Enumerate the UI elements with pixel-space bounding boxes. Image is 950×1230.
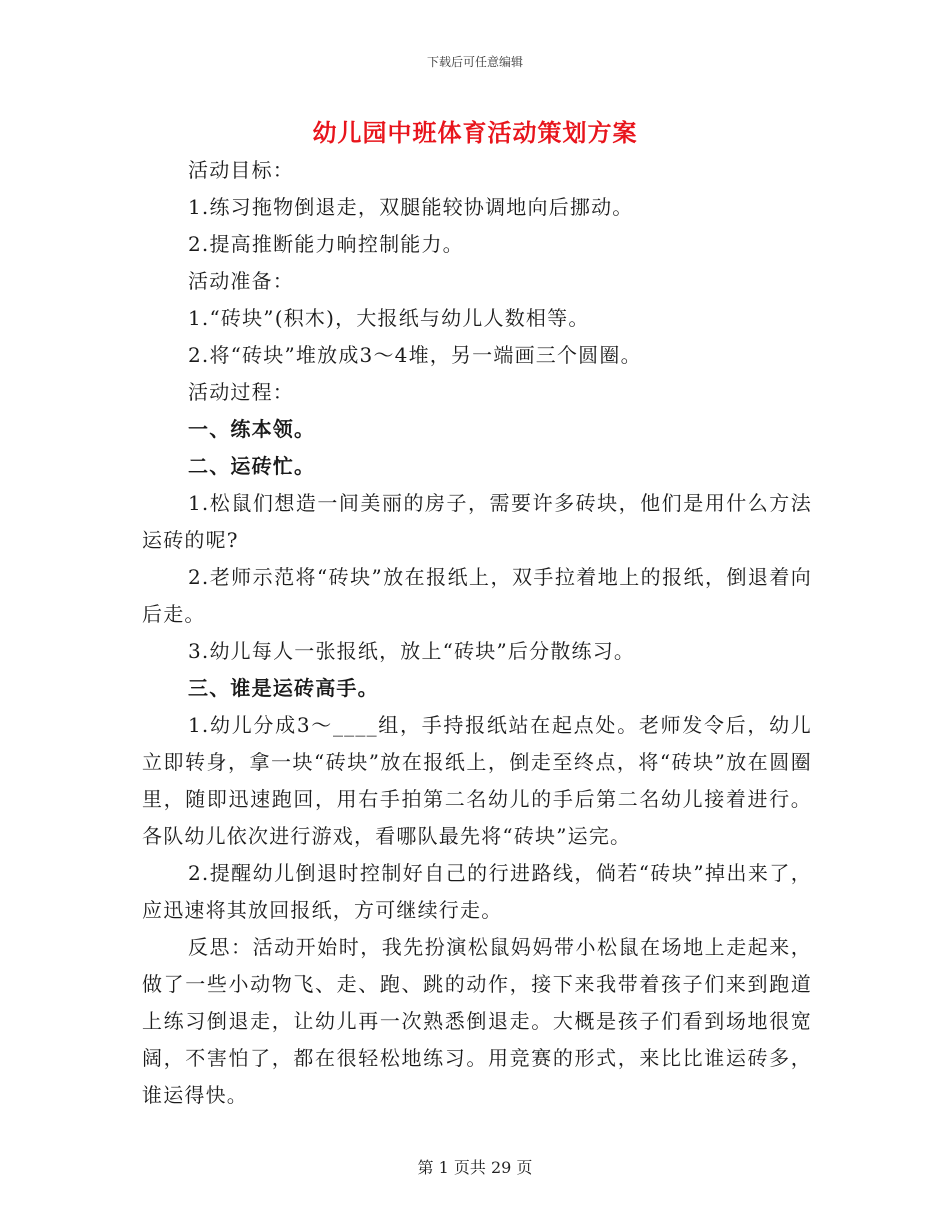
paragraph: 2.提醒幼儿倒退时控制好自己的行进路线，倘若“砖块”掉出来了，应迅速将其放回报纸，方可继续行走。 [142, 861, 812, 922]
paragraph: 活动过程： [188, 380, 294, 404]
page-number: 第 1 页共 29 页 [417, 1158, 533, 1177]
paragraph: 2.将“砖块”堆放成3～4堆，另一端画三个圆圈。 [188, 343, 642, 367]
paragraph: 1.“砖块”(积木)，大报纸与幼儿人数相等。 [188, 306, 590, 330]
paragraph: 反思：活动开始时，我先扮演松鼠妈妈带小松鼠在场地上走起来，做了一些小动物飞、走、跑、跳的动作，接下来我带着孩子们来到跑道上练习倒退走，让幼儿再一次熟悉倒退走。大概是孩子们看到场地很宽阔，不害怕了，都在很轻松地练习。用竞赛的形式，来比比谁运砖多，谁运得快。 [142, 935, 812, 1107]
document-title: 幼儿园中班体育活动策划方案 [312, 118, 638, 147]
paragraph: 1.练习拖物倒退走，双腿能较协调地向后挪动。 [188, 195, 634, 219]
section-heading: 二、运砖忙。 [188, 454, 316, 478]
section-heading: 一、练本领。 [188, 417, 316, 441]
paragraph: 2.提高推断能力晌控制能力。 [188, 232, 464, 256]
section-heading: 三、谁是运砖高手。 [188, 676, 379, 700]
paragraph: 活动准备： [188, 269, 294, 293]
paragraph: 1.松鼠们想造一间美丽的房子，需要许多砖块，他们是用什么方法运砖的呢? [142, 491, 812, 552]
paragraph: 3.幼儿每人一张报纸，放上“砖块”后分散练习。 [188, 639, 636, 663]
paragraph: 活动目标： [188, 158, 294, 182]
paragraph: 2.老师示范将“砖块”放在报纸上，双手拉着地上的报纸，倒退着向后走。 [142, 565, 812, 626]
header-note: 下载后可任意编辑 [426, 55, 523, 69]
document-body [142, 152, 812, 1114]
paragraph: 1.幼儿分成3～____组，手持报纸站在起点处。老师发令后，幼儿立即转身，拿一块“砖块”放在报纸上，倒走至终点，将“砖块”放在圆圈里，随即迅速跑回，用右手拍第二名幼儿的手后第二名幼儿接着进行。各队幼儿依次进行游戏，看哪队最先将“砖块”运完。 [142, 713, 812, 848]
